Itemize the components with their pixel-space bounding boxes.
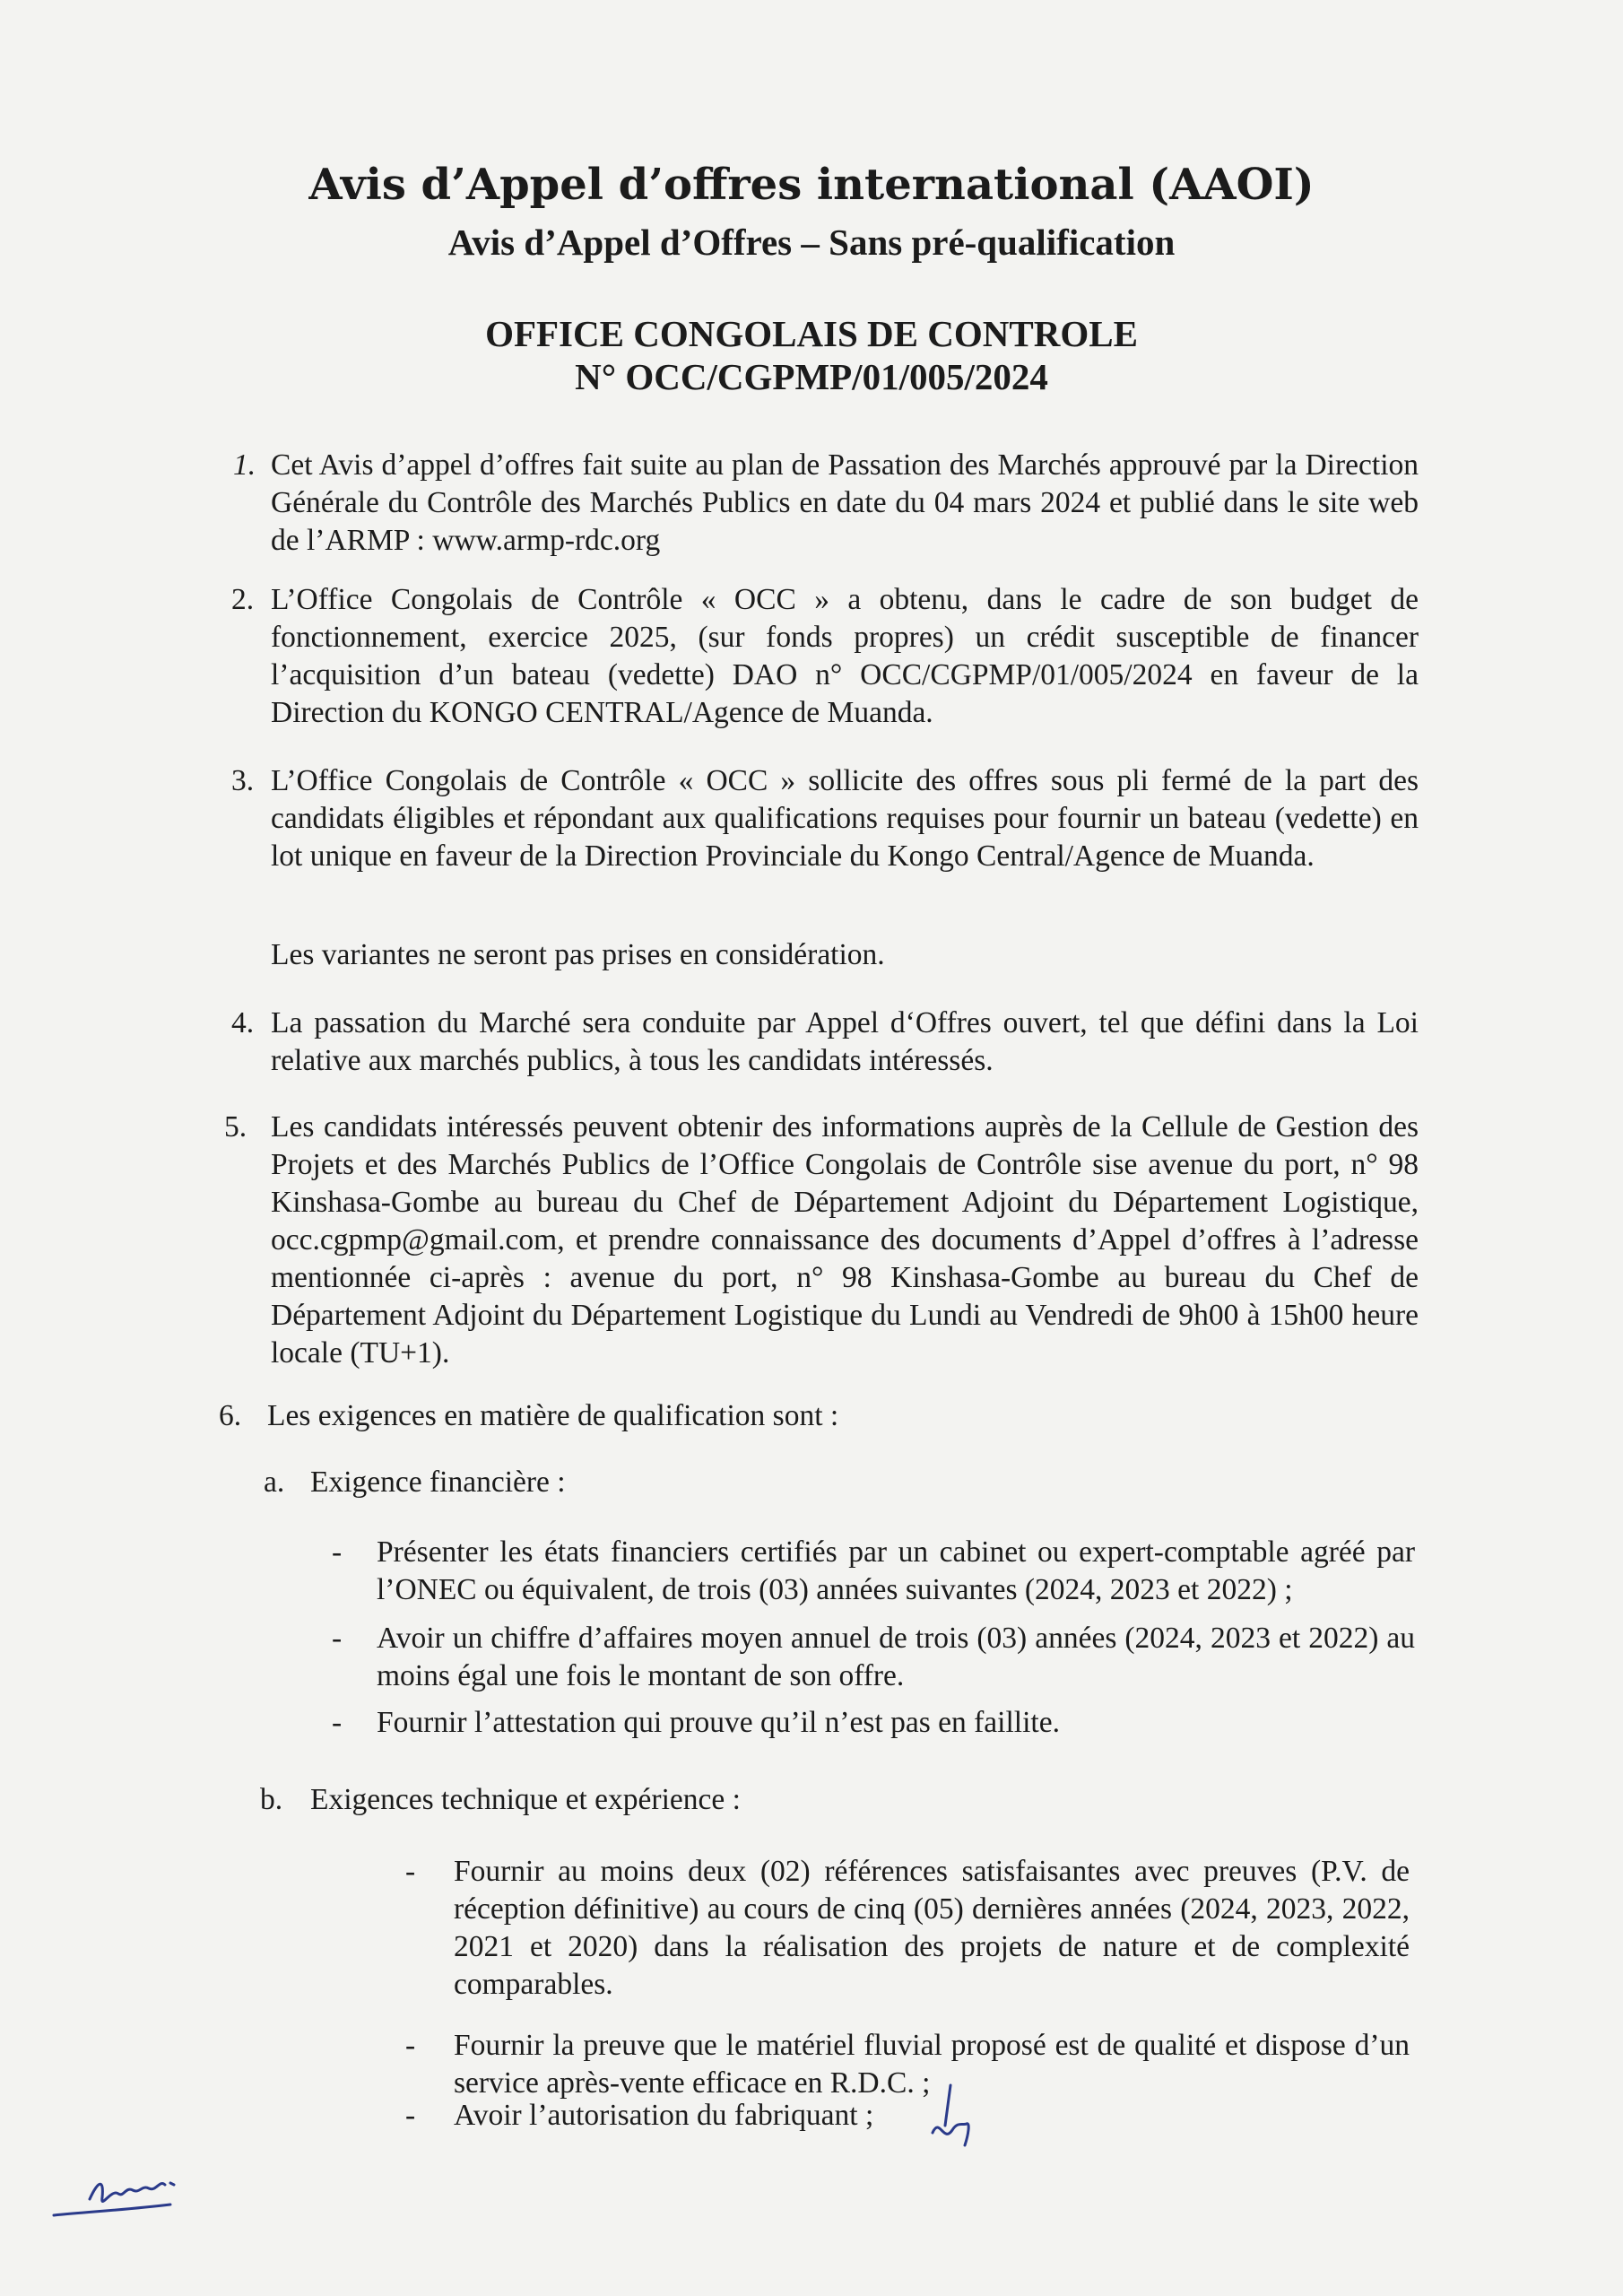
dash-bullet: - — [405, 2099, 416, 2132]
document-subtitle: Avis d’Appel d’Offres – Sans pré-qualification — [447, 222, 1176, 263]
requirement-a-item: Avoir un chiffre d’affaires moyen annuel de trois (03) années (2024, 2023 et 2022) au moins égal une fois le montant de son offre. — [377, 1622, 1415, 1692]
organization-name: OFFICE CONGOLAIS DE CONTROLE — [485, 313, 1138, 354]
paragraph-5: Les candidats intéressés peuvent obtenir des informations auprès de la Cellule de Gestion des Projets et des Marchés Publics de l’Office Congolais de Contrôle sise avenue du port, n° 98 Kinshasa-Gombe au bureau du Chef de Département Adjoint du Département Logistique, occ.cgpmp@gmail.com, et prendre connaissance des documents d’Appel d’offres à l’adresse mentionnée ci-après : avenue du port, n° 98 Kinshasa-Gombe au bureau du Chef de Département Adjoint du Département Logistique du Lundi au Vendredi de 9h00 à 15h00 heure locale (TU+1). — [271, 1110, 1419, 1370]
paragraph-6: Les exigences en matière de qualification sont : — [267, 1399, 839, 1432]
requirement-a-label: a. — [264, 1465, 285, 1499]
paragraph-number: 6. — [219, 1399, 242, 1432]
paragraph-2: L’Office Congolais de Contrôle « OCC » a obtenu, dans le cadre de son budget de fonctionnement, exercice 2025, (sur fonds propres) un crédit susceptible de financer l’acquisition d’un bateau (vedette) DAO n° OCC/CGPMP/01/005/2024 en faveur de la Direction du KONGO CENTRAL/Agence de Muanda. — [271, 583, 1419, 729]
paragraph-number: 3. — [231, 764, 255, 797]
requirement-b-label: b. — [260, 1783, 283, 1816]
requirement-a-title: Exigence financière : — [310, 1465, 566, 1499]
requirement-b-item: Fournir au moins deux (02) références satisfaisantes avec preuves (P.V. de réception définitive) au cours de cinq (05) dernières années (2024, 2023, 2022, 2021 et 2020) dans la réalisation des projets de nature et de complexité comparables. — [454, 1855, 1410, 2001]
requirement-b-title: Exigences technique et expérience : — [310, 1783, 741, 1816]
reference-number: N° OCC/CGPMP/01/005/2024 — [575, 356, 1048, 397]
paraph-signature — [36, 2152, 251, 2233]
initials-signature — [924, 2081, 986, 2152]
dash-bullet: - — [332, 1535, 343, 1569]
paragraph-number: 4. — [231, 1006, 255, 1039]
paragraph-number: 5. — [224, 1110, 247, 1144]
dash-bullet: - — [405, 1855, 416, 1888]
requirement-a-item: Présenter les états financiers certifiés par un cabinet ou expert-comptable agréé par l’ONEC ou équivalent, de trois (03) années suivantes (2024, 2023 et 2022) ; — [377, 1535, 1415, 1606]
dash-bullet: - — [332, 1706, 343, 1739]
requirement-b-item: Avoir l’autorisation du fabriquant ; — [454, 2099, 874, 2132]
document-title: Avis d’Appel d’offres international (AAOI) — [308, 160, 1315, 210]
requirement-a-item: Fournir l’attestation qui prouve qu’il n’est pas en faillite. — [377, 1706, 1060, 1739]
paragraph-1: Cet Avis d’appel d’offres fait suite au plan de Passation des Marchés approuvé par la Direction Générale du Contrôle des Marchés Publics en date du 04 mars 2024 et publié dans le site web de l’ARMP : www.armp-rdc.org — [271, 448, 1419, 557]
dash-bullet: - — [405, 2029, 416, 2062]
dash-bullet: - — [332, 1622, 343, 1655]
paragraph-number: 2. — [231, 583, 255, 616]
paragraph-number: 1. — [233, 448, 256, 482]
requirement-b-item: Fournir la preuve que le matériel fluvial proposé est de qualité et dispose d’un service après-vente efficace en R.D.C. ; — [454, 2029, 1410, 2100]
paragraph-3: L’Office Congolais de Contrôle « OCC » sollicite des offres sous pli fermé de la part des candidats éligibles et répondant aux qualifications requises pour fournir un bateau (vedette) en lot unique en faveur de la Direction Provinciale du Kongo Central/Agence de Muanda. — [271, 764, 1419, 873]
paragraph-4: La passation du Marché sera conduite par Appel d‘Offres ouvert, tel que défini dans la Loi relative aux marchés publics, à tous les candidats intéressés. — [271, 1006, 1419, 1077]
paragraph-variants: Les variantes ne seront pas prises en considération. — [271, 938, 885, 971]
